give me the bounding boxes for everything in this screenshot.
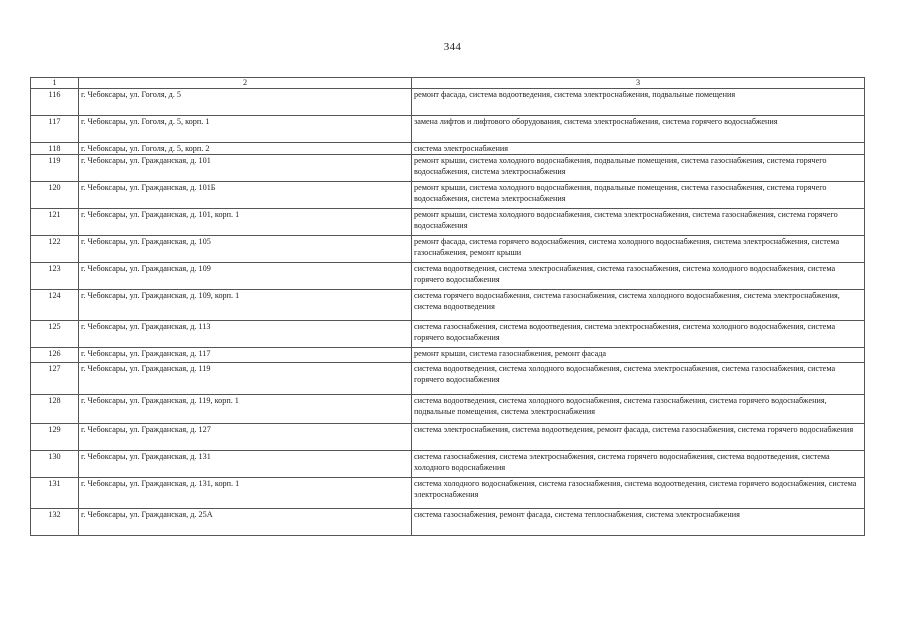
row-number: 132 bbox=[31, 509, 79, 536]
table-row bbox=[31, 209, 865, 236]
table-row bbox=[31, 263, 865, 290]
table-row bbox=[31, 236, 865, 263]
row-address: г. Чебоксары, ул. Гоголя, д. 5, корп. 2 bbox=[79, 143, 412, 155]
row-address: г. Чебоксары, ул. Гражданская, д. 113 bbox=[79, 321, 412, 348]
row-number: 128 bbox=[31, 395, 79, 424]
row-address: г. Чебоксары, ул. Гражданская, д. 101, корп. 1 bbox=[79, 209, 412, 236]
column-number-row bbox=[31, 78, 865, 89]
table-row bbox=[31, 321, 865, 348]
row-number: 131 bbox=[31, 478, 79, 509]
row-works: система газоснабжения, система электроснабжения, система горячего водоснабжения, система водоотведения, система холодного водоснабжения bbox=[412, 451, 865, 478]
row-works: ремонт крыши, система холодного водоснабжения, подвальные помещения, система газоснабжения, система горячего водоснабжения, система электроснабжения bbox=[412, 182, 865, 209]
row-number: 116 bbox=[31, 89, 79, 116]
row-number: 126 bbox=[31, 348, 79, 363]
row-address: г. Чебоксары, ул. Гражданская, д. 117 bbox=[79, 348, 412, 363]
row-number: 130 bbox=[31, 451, 79, 478]
row-address: г. Чебоксары, ул. Гражданская, д. 101 bbox=[79, 155, 412, 182]
table-row bbox=[31, 478, 865, 509]
table-row bbox=[31, 348, 865, 363]
row-address: г. Чебоксары, ул. Гражданская, д. 109 bbox=[79, 263, 412, 290]
table-row bbox=[31, 143, 865, 155]
row-number: 119 bbox=[31, 155, 79, 182]
row-address: г. Чебоксары, ул. Гражданская, д. 25А bbox=[79, 509, 412, 536]
row-works: ремонт крыши, система газоснабжения, ремонт фасада bbox=[412, 348, 865, 363]
row-number: 129 bbox=[31, 424, 79, 451]
row-works: система газоснабжения, система водоотведения, система электроснабжения, система холодного водоснабжения, система горячего водоснабжения bbox=[412, 321, 865, 348]
row-number: 118 bbox=[31, 143, 79, 155]
row-number: 121 bbox=[31, 209, 79, 236]
row-works: система газоснабжения, ремонт фасада, система теплоснабжения, система электроснабжения bbox=[412, 509, 865, 536]
table-row bbox=[31, 363, 865, 395]
row-address: г. Чебоксары, ул. Гоголя, д. 5 bbox=[79, 89, 412, 116]
page-number: 344 bbox=[443, 41, 462, 53]
row-works: система электроснабжения bbox=[412, 143, 865, 155]
row-number: 123 bbox=[31, 263, 79, 290]
row-address: г. Чебоксары, ул. Гражданская, д. 119, корп. 1 bbox=[79, 395, 412, 424]
row-works: система водоотведения, система электроснабжения, система газоснабжения, система холодного водоснабжения, система горячего водоснабжения bbox=[412, 263, 865, 290]
table-row bbox=[31, 451, 865, 478]
row-works: система водоотведения, система холодного водоснабжения, система газоснабжения, система горячего водоснабжения, подвальные помещения, система электроснабжения bbox=[412, 395, 865, 424]
row-number: 127 bbox=[31, 363, 79, 395]
row-works: замена лифтов и лифтового оборудования, система электроснабжения, система горячего водоснабжения bbox=[412, 116, 865, 143]
table-row bbox=[31, 182, 865, 209]
row-number: 124 bbox=[31, 290, 79, 321]
row-works: ремонт фасада, система горячего водоснабжения, система холодного водоснабжения, система электроснабжения, система газоснабжения, ремонт крыши bbox=[412, 236, 865, 263]
repair-register-table bbox=[30, 77, 865, 536]
row-works: ремонт фасада, система водоотведения, система электроснабжения, подвальные помещения bbox=[412, 89, 865, 116]
row-number: 125 bbox=[31, 321, 79, 348]
row-address: г. Чебоксары, ул. Гражданская, д. 131 bbox=[79, 451, 412, 478]
row-number: 117 bbox=[31, 116, 79, 143]
row-works: ремонт крыши, система холодного водоснабжения, система электроснабжения, система газоснабжения, система горячего водоснабжения bbox=[412, 209, 865, 236]
table-row bbox=[31, 395, 865, 424]
row-works: система водоотведения, система холодного водоснабжения, система электроснабжения, система газоснабжения, система горячего водоснабжения bbox=[412, 363, 865, 395]
table-row bbox=[31, 116, 865, 143]
column-header-2: 2 bbox=[79, 78, 412, 89]
row-address: г. Чебоксары, ул. Гражданская, д. 119 bbox=[79, 363, 412, 395]
row-address: г. Чебоксары, ул. Гражданская, д. 105 bbox=[79, 236, 412, 263]
row-address: г. Чебоксары, ул. Гражданская, д. 131, корп. 1 bbox=[79, 478, 412, 509]
table-row bbox=[31, 424, 865, 451]
row-works: система электроснабжения, система водоотведения, ремонт фасада, система газоснабжения, система горячего водоснабжения bbox=[412, 424, 865, 451]
table-row bbox=[31, 155, 865, 182]
column-header-1: 1 bbox=[31, 78, 79, 89]
row-works: система горячего водоснабжения, система газоснабжения, система холодного водоснабжения, система электроснабжения, система водоотведения bbox=[412, 290, 865, 321]
row-address: г. Чебоксары, ул. Гражданская, д. 127 bbox=[79, 424, 412, 451]
row-number: 120 bbox=[31, 182, 79, 209]
table-row bbox=[31, 509, 865, 536]
row-address: г. Чебоксары, ул. Гоголя, д. 5, корп. 1 bbox=[79, 116, 412, 143]
table-row bbox=[31, 89, 865, 116]
table-row bbox=[31, 290, 865, 321]
row-address: г. Чебоксары, ул. Гражданская, д. 101Б bbox=[79, 182, 412, 209]
row-address: г. Чебоксары, ул. Гражданская, д. 109, корп. 1 bbox=[79, 290, 412, 321]
row-number: 122 bbox=[31, 236, 79, 263]
row-works: ремонт крыши, система холодного водоснабжения, подвальные помещения, система газоснабжения, система горячего водоснабжения, система электроснабжения bbox=[412, 155, 865, 182]
column-header-3: 3 bbox=[412, 78, 865, 89]
row-works: система холодного водоснабжения, система газоснабжения, система водоотведения, система горячего водоснабжения, система электроснабжения bbox=[412, 478, 865, 509]
